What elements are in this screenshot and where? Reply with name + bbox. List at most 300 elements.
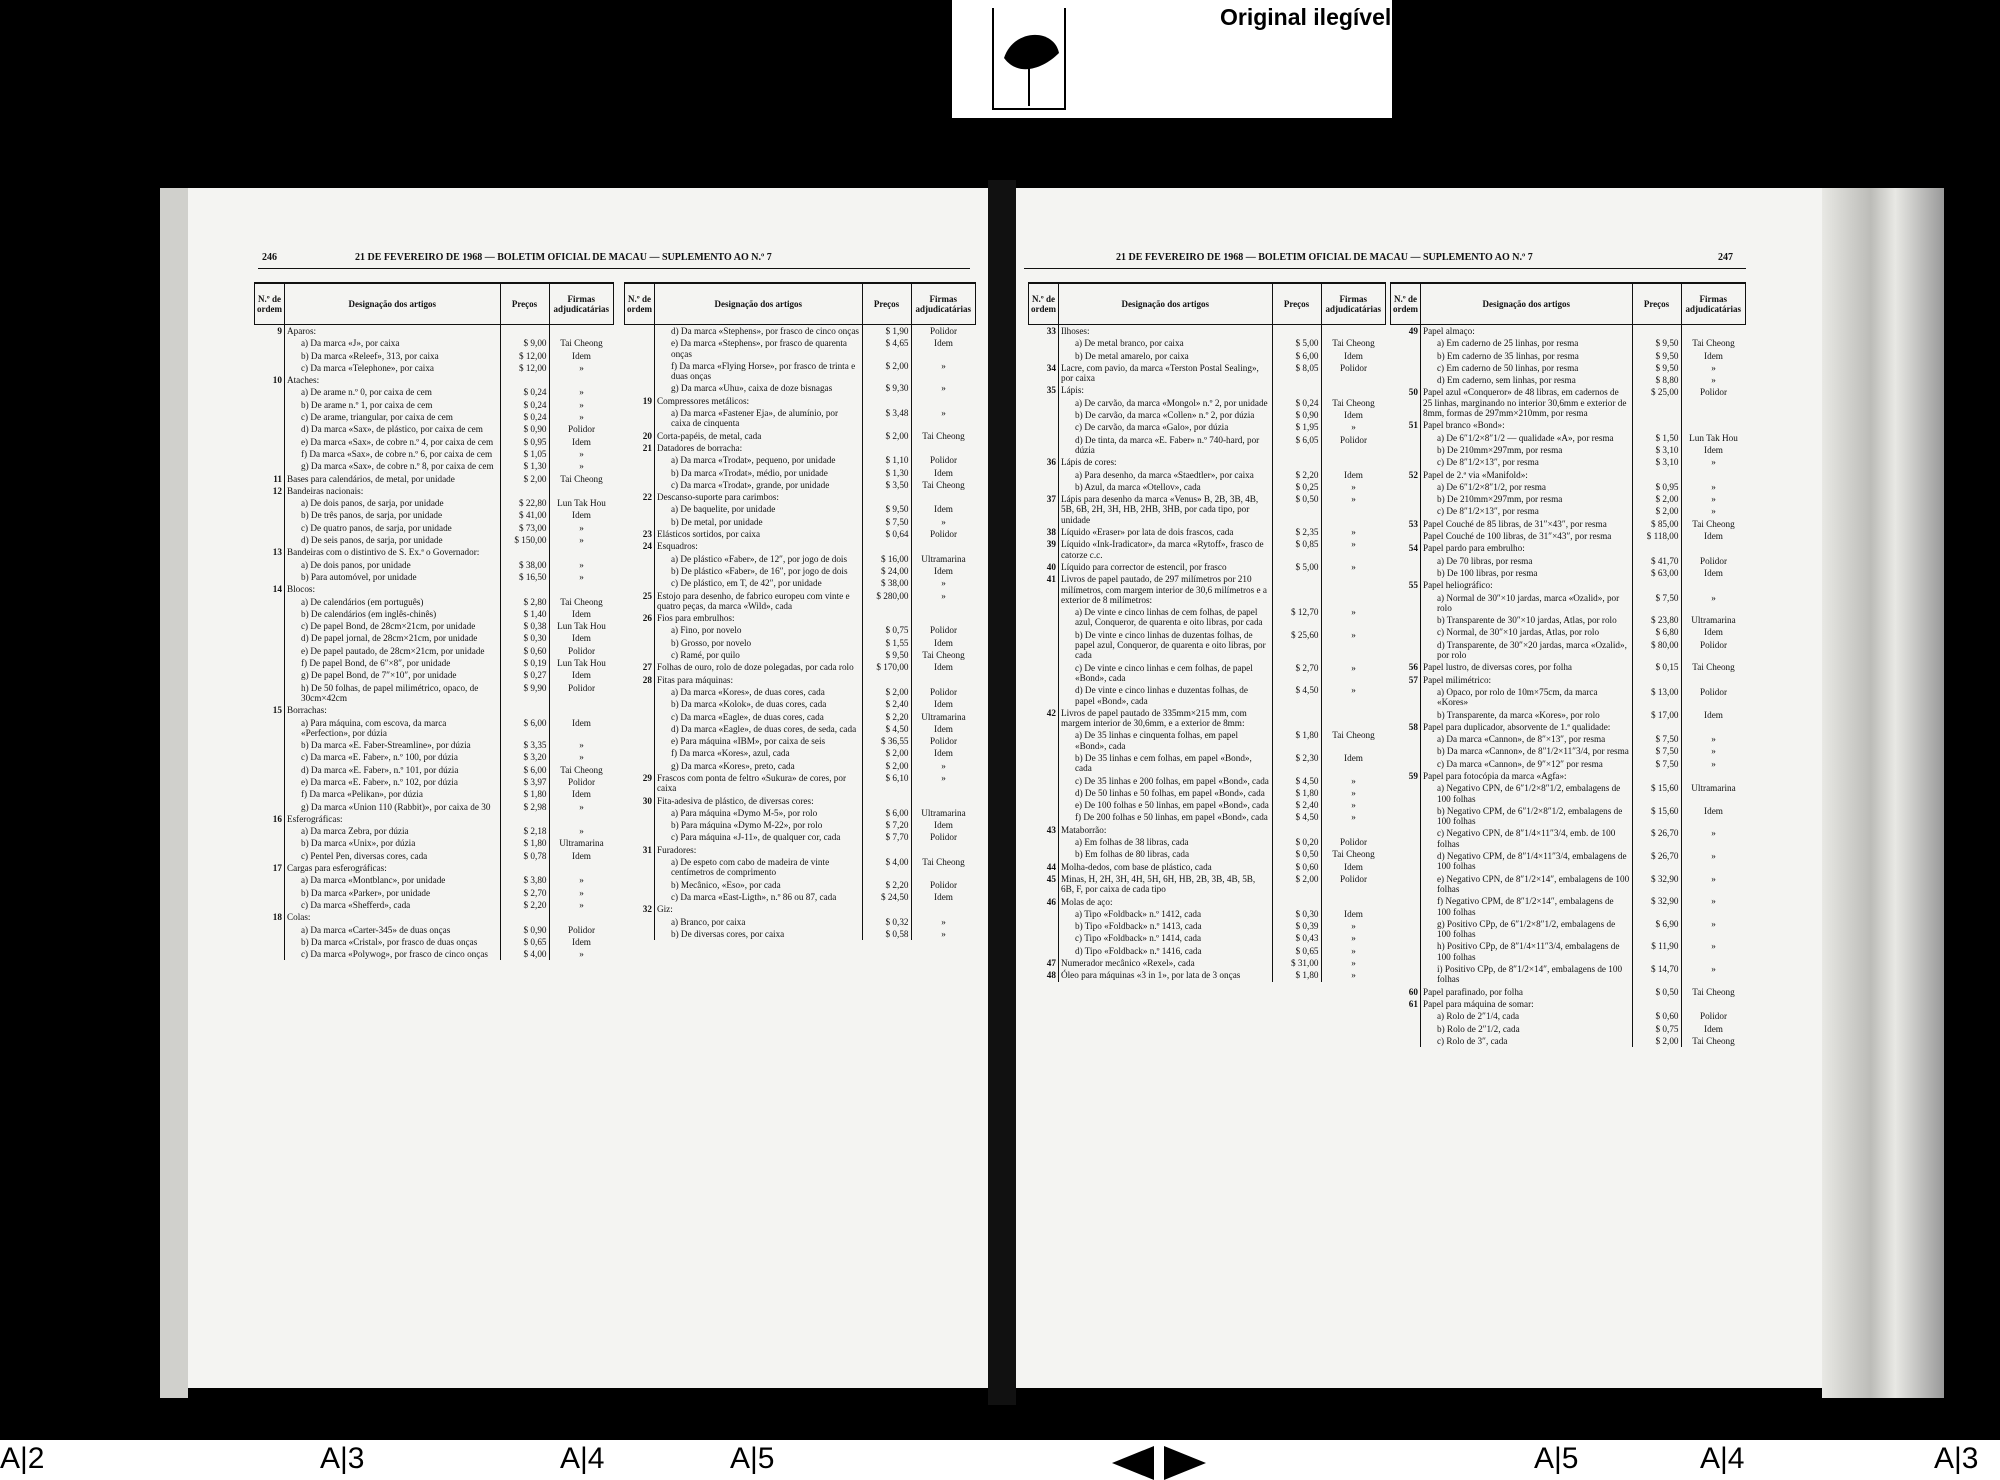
- item-description-text: a) De calendários (em português): [300, 596, 424, 607]
- item-number: [1029, 397, 1059, 409]
- item-firm-text: Polidor: [929, 529, 958, 540]
- item-description-text: h) De 50 folhas, de papel milimétrico, opaco, de 30cm×42cm: [300, 682, 479, 703]
- item-firm: [549, 509, 614, 521]
- item-number: [255, 850, 285, 862]
- item-number: [255, 717, 285, 740]
- item-firm: [549, 862, 614, 874]
- item-description: [1420, 530, 1632, 542]
- item-number: [255, 534, 285, 546]
- item-description: [1058, 799, 1272, 811]
- item-firm-text: »: [1711, 494, 1716, 505]
- item-number: [255, 460, 285, 472]
- item-firm: [1681, 579, 1746, 591]
- item-price: [1272, 945, 1321, 957]
- item-price: [500, 583, 549, 595]
- table-row: [1029, 908, 1386, 920]
- item-description-text: b) Da marca «Cristal», por frasco de duas onças: [300, 936, 478, 947]
- item-number-text: 18: [272, 912, 282, 923]
- item-description-text: b) Grosso, por novelo: [670, 637, 752, 648]
- item-number: [255, 497, 285, 509]
- item-price-text: $ 1,10: [885, 455, 909, 466]
- item-firm-text: Ultramarina: [559, 838, 604, 849]
- item-price: [500, 423, 549, 435]
- item-number: [255, 682, 285, 705]
- item-price-text: $ 0,60: [1295, 861, 1319, 872]
- item-firm-text: Idem: [934, 565, 953, 576]
- item-firm: [911, 856, 976, 879]
- item-price: [862, 325, 911, 338]
- item-number: [625, 711, 655, 723]
- item-price: [1632, 686, 1681, 709]
- item-price: [500, 837, 549, 849]
- item-price-text: $ 0,85: [1295, 539, 1319, 550]
- table-row: [625, 491, 976, 503]
- table-row: [1391, 1010, 1746, 1022]
- item-firm-text: Idem: [934, 338, 953, 349]
- item-description: [1420, 827, 1632, 850]
- item-price: [1272, 325, 1321, 338]
- item-price: [1272, 606, 1321, 629]
- item-description-text: a) Da marca «Trodat», pequeno, por unidade: [670, 455, 836, 466]
- item-price: [1272, 775, 1321, 787]
- item-price-text: $ 0,50: [1655, 986, 1679, 997]
- item-description-text: Papel branco «Bond»:: [1422, 420, 1505, 431]
- item-description: [1058, 350, 1272, 362]
- table-row: [625, 856, 976, 879]
- item-description-text: a) De arame n.º 0, por caixa de cem: [300, 387, 432, 398]
- item-description-text: Bandeiras nacionais:: [286, 485, 364, 496]
- item-description: [1058, 481, 1272, 493]
- item-number-text: 41: [1046, 574, 1056, 585]
- column-header-price: Preços: [500, 283, 549, 325]
- item-description-text: b) De diversas cores, por caixa: [670, 928, 785, 939]
- item-price-text: $ 0,20: [1295, 837, 1319, 848]
- item-price: [1632, 419, 1681, 431]
- column-header-price: Preços: [1272, 283, 1321, 325]
- table-row: [1391, 827, 1746, 850]
- item-price: [500, 620, 549, 632]
- item-price-text: $ 4,00: [885, 857, 909, 868]
- item-firm: [1321, 932, 1386, 944]
- item-price-text: $ 1,80: [523, 838, 547, 849]
- item-firm-text: Idem: [572, 670, 591, 681]
- item-number: [1391, 940, 1421, 963]
- item-description-text: c) Da marca «Telephone», por caixa: [300, 362, 435, 373]
- item-price-text: $ 5,00: [1295, 561, 1319, 572]
- item-price-text: $ 3,10: [1655, 457, 1679, 468]
- table-row: [255, 751, 614, 763]
- item-firm-text: »: [579, 887, 584, 898]
- item-number: [625, 844, 655, 856]
- item-number: [625, 772, 655, 795]
- table-row: [625, 735, 976, 747]
- table-row: [625, 503, 976, 515]
- item-firm-text: Idem: [1344, 861, 1363, 872]
- item-description-text: a) Para desenho, da marca «Staedtler», por caixa: [1074, 469, 1254, 480]
- item-price-text: $ 38,00: [518, 559, 547, 570]
- item-price: [1272, 848, 1321, 860]
- table-row: [1391, 456, 1746, 468]
- item-firm-text: Tai Cheong: [1332, 849, 1375, 860]
- item-firm: [911, 795, 976, 807]
- item-description-text: f) Negativo CPM, de 8″1/2×14″, embalagens de 100 folhas: [1436, 896, 1614, 917]
- item-description-text: a) Da marca «Kores», de duas cores, cada: [670, 686, 825, 697]
- item-description-text: b) Tipo «Foldback» n.º 1413, cada: [1074, 921, 1202, 932]
- item-firm: [911, 624, 976, 636]
- item-price-text: $ 2,00: [885, 760, 909, 771]
- item-description-text: b) De três panos, de sarja, por unidade: [300, 510, 443, 521]
- table-row: [1391, 721, 1746, 733]
- item-number: [1029, 481, 1059, 493]
- item-description: [1058, 684, 1272, 707]
- item-description-text: a) Em caderno de 25 linhas, por resma: [1436, 338, 1579, 349]
- table-row: [1029, 684, 1386, 707]
- item-description: [284, 764, 500, 776]
- item-price-text: $ 2,30: [1295, 752, 1319, 763]
- item-firm: [549, 374, 614, 386]
- table-row: [1029, 811, 1386, 823]
- item-description: [654, 528, 862, 540]
- item-number: [625, 407, 655, 430]
- table-row: [1391, 493, 1746, 505]
- item-price: [1632, 337, 1681, 349]
- item-price-text: $ 9,90: [523, 682, 547, 693]
- table-row: [1029, 561, 1386, 573]
- item-description: [1420, 1035, 1632, 1047]
- item-description: [1420, 1010, 1632, 1022]
- table-row: [1029, 538, 1386, 561]
- item-firm: [549, 546, 614, 558]
- item-description-text: c) De 8″1/2×13″, por resma: [1436, 457, 1539, 468]
- item-number: [255, 546, 285, 558]
- table-row: [625, 916, 976, 928]
- item-price-text: $ 7,50: [1655, 592, 1679, 603]
- item-description-text: d) Da marca «E. Faber», n.º 101, por dúzia: [300, 764, 459, 775]
- item-firm: [911, 674, 976, 686]
- item-firm: [911, 491, 976, 503]
- item-description: [1420, 456, 1632, 468]
- table-row: [255, 436, 614, 448]
- item-price-text: $ 5,00: [1295, 338, 1319, 349]
- item-price-text: $ 0,15: [1655, 662, 1679, 673]
- item-number: [255, 350, 285, 362]
- item-price: [862, 711, 911, 723]
- table-row: [625, 807, 976, 819]
- item-number: [625, 325, 655, 338]
- item-description: [284, 850, 500, 862]
- item-price-text: $ 170,00: [876, 662, 909, 673]
- table-row: [1391, 469, 1746, 481]
- table-row: [625, 454, 976, 466]
- item-description-text: e) Para máquina «IBM», por caixa de seis: [670, 736, 826, 747]
- item-firm: [1681, 469, 1746, 481]
- column-header-des: Designação dos artigos: [1420, 283, 1632, 325]
- table-row: [1391, 745, 1746, 757]
- item-firm-text: Tai Cheong: [1692, 338, 1735, 349]
- item-firm: [549, 764, 614, 776]
- item-price: [1632, 721, 1681, 733]
- item-price-text: $ 3,50: [885, 479, 909, 490]
- item-description: [654, 747, 862, 759]
- item-firm: [911, 565, 976, 577]
- item-price-text: $ 22,80: [518, 498, 547, 509]
- item-description-text: d) De seis panos, de sarja, por unidade: [300, 535, 443, 546]
- item-number: [625, 891, 655, 903]
- table-row: [255, 386, 614, 398]
- item-number-text: 27: [642, 662, 652, 673]
- table-row: [1391, 386, 1746, 419]
- item-firm-text: »: [1351, 422, 1356, 433]
- item-description-text: Estojo para desenho, de fabrico europeu com vinte e quatro peças, da marca «Wild», cada: [656, 590, 850, 611]
- item-price-text: $ 2,00: [885, 430, 909, 441]
- item-firm: [911, 807, 976, 819]
- item-description: [284, 460, 500, 472]
- item-description: [1420, 362, 1632, 374]
- item-number-text: 56: [1408, 662, 1418, 673]
- item-firm: [911, 661, 976, 673]
- item-number: [625, 467, 655, 479]
- item-firm: [1681, 481, 1746, 493]
- table-row: [625, 325, 976, 338]
- item-description: [1420, 758, 1632, 770]
- column-header-price: Preços: [862, 283, 911, 325]
- item-price-text: $ 4,50: [885, 723, 909, 734]
- item-description-text: b) De 35 linhas e cem folhas, em papel «Bond», cada: [1074, 752, 1252, 774]
- table-row: [1029, 799, 1386, 811]
- column-header-no: N.º de ordem: [625, 283, 655, 325]
- item-firm: [1321, 409, 1386, 421]
- item-price: [1272, 421, 1321, 433]
- item-description: [654, 407, 862, 430]
- item-price: [1272, 932, 1321, 944]
- item-firm: [549, 657, 614, 669]
- table-row: [1029, 861, 1386, 873]
- item-description: [1420, 614, 1632, 626]
- item-price-text: $ 12,70: [1290, 607, 1319, 618]
- item-description-text: d) De 50 linhas e 50 folhas, em papel «Bond», cada: [1074, 787, 1265, 798]
- item-description-text: a) De baquelite, por unidade: [670, 504, 776, 515]
- item-firm: [1681, 940, 1746, 963]
- item-price: [1272, 456, 1321, 468]
- item-description: [1420, 895, 1632, 918]
- item-description: [1420, 493, 1632, 505]
- column-header-no: N.º de ordem: [1391, 283, 1421, 325]
- item-firm: [1681, 998, 1746, 1010]
- table-row: [255, 583, 614, 595]
- item-number-text: 61: [1408, 998, 1418, 1009]
- item-number: [255, 801, 285, 813]
- item-price-text: $ 2,80: [523, 596, 547, 607]
- item-price: [1632, 770, 1681, 782]
- item-description-text: b) De 100 libras, por resma: [1436, 567, 1538, 578]
- table-header-row: [1391, 283, 1746, 325]
- item-firm: [1321, 920, 1386, 932]
- item-description: [284, 801, 500, 813]
- item-price-text: $ 24,00: [880, 565, 909, 576]
- table-row: [255, 534, 614, 546]
- item-description-text: b) De 210mm×297mm, por resma: [1436, 444, 1563, 455]
- item-firm: [1681, 592, 1746, 615]
- item-firm: [1681, 770, 1746, 782]
- item-number: [1029, 957, 1059, 969]
- item-number: [1391, 733, 1421, 745]
- table-row: [625, 879, 976, 891]
- item-firm: [911, 337, 976, 360]
- item-firm: [549, 632, 614, 644]
- item-firm-text: Idem: [1344, 752, 1363, 763]
- table-row: [255, 411, 614, 423]
- item-firm: [1681, 873, 1746, 896]
- item-price: [1272, 957, 1321, 969]
- item-description-text: a) Normal de 30″×10 jardas, marca «Ozalid», por rolo: [1436, 592, 1620, 613]
- item-price-text: $ 6,00: [885, 807, 909, 818]
- item-price: [1272, 362, 1321, 385]
- item-number-text: 54: [1408, 543, 1418, 554]
- item-number: [1391, 661, 1421, 673]
- item-description: [654, 491, 862, 503]
- item-description: [284, 497, 500, 509]
- table-row: [255, 801, 614, 813]
- item-price-text: $ 9,50: [885, 504, 909, 515]
- table-row: [1391, 626, 1746, 638]
- item-firm-text: »: [941, 578, 946, 589]
- item-number: [255, 399, 285, 411]
- table-row: [625, 590, 976, 613]
- item-price-text: $ 0,90: [523, 424, 547, 435]
- item-firm: [1681, 986, 1746, 998]
- table-row: [1029, 606, 1386, 629]
- item-price-text: $ 7,50: [1655, 746, 1679, 757]
- item-price-text: $ 2,70: [1295, 662, 1319, 673]
- table-row: [1391, 733, 1746, 745]
- item-price-text: $ 0,95: [523, 436, 547, 447]
- item-description: [1058, 337, 1272, 349]
- item-description-text: a) De dois panos, por unidade: [300, 559, 411, 570]
- item-firm: [911, 516, 976, 528]
- item-description: [654, 831, 862, 843]
- table-header-row: [1029, 283, 1386, 325]
- item-description: [654, 337, 862, 360]
- table-row: [625, 698, 976, 710]
- item-firm: [1321, 325, 1386, 338]
- table-row: [1029, 787, 1386, 799]
- item-number: [255, 522, 285, 534]
- item-description: [654, 590, 862, 613]
- table-row: [255, 509, 614, 521]
- item-price: [1272, 896, 1321, 908]
- item-number: [1391, 1010, 1421, 1022]
- item-number-text: 21: [642, 442, 652, 453]
- item-description: [654, 844, 862, 856]
- item-number-text: 58: [1408, 721, 1418, 732]
- item-description: [654, 661, 862, 673]
- item-description-text: b) Da marca «Releef», 313, por caixa: [300, 350, 439, 361]
- item-firm: [911, 903, 976, 915]
- item-firm: [549, 448, 614, 460]
- item-price: [1272, 729, 1321, 752]
- item-number: [1029, 848, 1059, 860]
- item-description-text: d) De papel jornal, de 28cm×21cm, por unidade: [300, 633, 478, 644]
- item-number: [1029, 434, 1059, 457]
- item-price: [500, 948, 549, 960]
- item-firm: [1321, 908, 1386, 920]
- item-price-text: $ 0,95: [1655, 481, 1679, 492]
- item-number: [1029, 362, 1059, 385]
- item-firm: [549, 497, 614, 509]
- item-price-text: $ 8,05: [1295, 362, 1319, 373]
- item-description: [1420, 325, 1632, 338]
- item-price: [500, 337, 549, 349]
- item-firm-text: Idem: [1704, 531, 1723, 542]
- item-price: [1272, 836, 1321, 848]
- item-description-text: c) De vinte e cinco linhas e cem folhas, de papel «Bond», cada: [1074, 662, 1253, 683]
- item-firm-text: Idem: [572, 633, 591, 644]
- table-row: [625, 612, 976, 624]
- item-description: [654, 903, 862, 915]
- item-price: [1632, 998, 1681, 1010]
- item-price: [1632, 518, 1681, 530]
- item-number: [625, 795, 655, 807]
- item-firm: [911, 612, 976, 624]
- item-number: [625, 491, 655, 503]
- table-row: [625, 565, 976, 577]
- table-row: [255, 704, 614, 716]
- table-row: [1391, 481, 1746, 493]
- item-firm: [549, 645, 614, 657]
- item-firm: [549, 813, 614, 825]
- item-number: [1029, 325, 1059, 338]
- item-price: [862, 916, 911, 928]
- item-description-text: Papel milimétrico:: [1422, 674, 1492, 685]
- table-row: [255, 825, 614, 837]
- item-firm-text: Lun Tak Hou: [1689, 432, 1738, 443]
- items-table-left-2: [624, 282, 976, 940]
- item-firm-text: »: [1351, 561, 1356, 572]
- item-description-text: f) De 200 folhas e 50 linhas, em papel «Bond», cada: [1074, 812, 1268, 823]
- item-price-text: $ 6,00: [1295, 350, 1319, 361]
- item-description: [1058, 469, 1272, 481]
- item-price: [1632, 481, 1681, 493]
- item-price-text: $ 2,18: [523, 826, 547, 837]
- item-price-text: $ 2,20: [885, 711, 909, 722]
- table-row: [625, 711, 976, 723]
- item-price: [862, 528, 911, 540]
- item-description: [1420, 469, 1632, 481]
- item-price: [1632, 745, 1681, 757]
- item-description-text: Blocos:: [286, 584, 316, 595]
- item-price: [500, 546, 549, 558]
- item-price-text: $ 7,50: [1655, 734, 1679, 745]
- item-firm: [911, 590, 976, 613]
- item-firm: [549, 325, 614, 338]
- item-description: [1058, 456, 1272, 468]
- item-description-text: c) Da marca «Cannon», de 9″×12″ por resma: [1436, 758, 1603, 769]
- table-row: [625, 430, 976, 442]
- item-price: [500, 887, 549, 899]
- item-description-text: c) De quatro panos, de sarja, por unidade: [300, 522, 452, 533]
- item-description: [284, 776, 500, 788]
- items-table-right-1: [1028, 282, 1386, 982]
- item-price: [1632, 567, 1681, 579]
- item-number-text: 33: [1046, 326, 1056, 336]
- item-price: [500, 704, 549, 716]
- item-firm: [911, 467, 976, 479]
- item-firm-text: Idem: [1344, 908, 1363, 919]
- item-number: [625, 430, 655, 442]
- table-row: [1029, 662, 1386, 685]
- table-row: [1391, 918, 1746, 941]
- item-number: [1391, 444, 1421, 456]
